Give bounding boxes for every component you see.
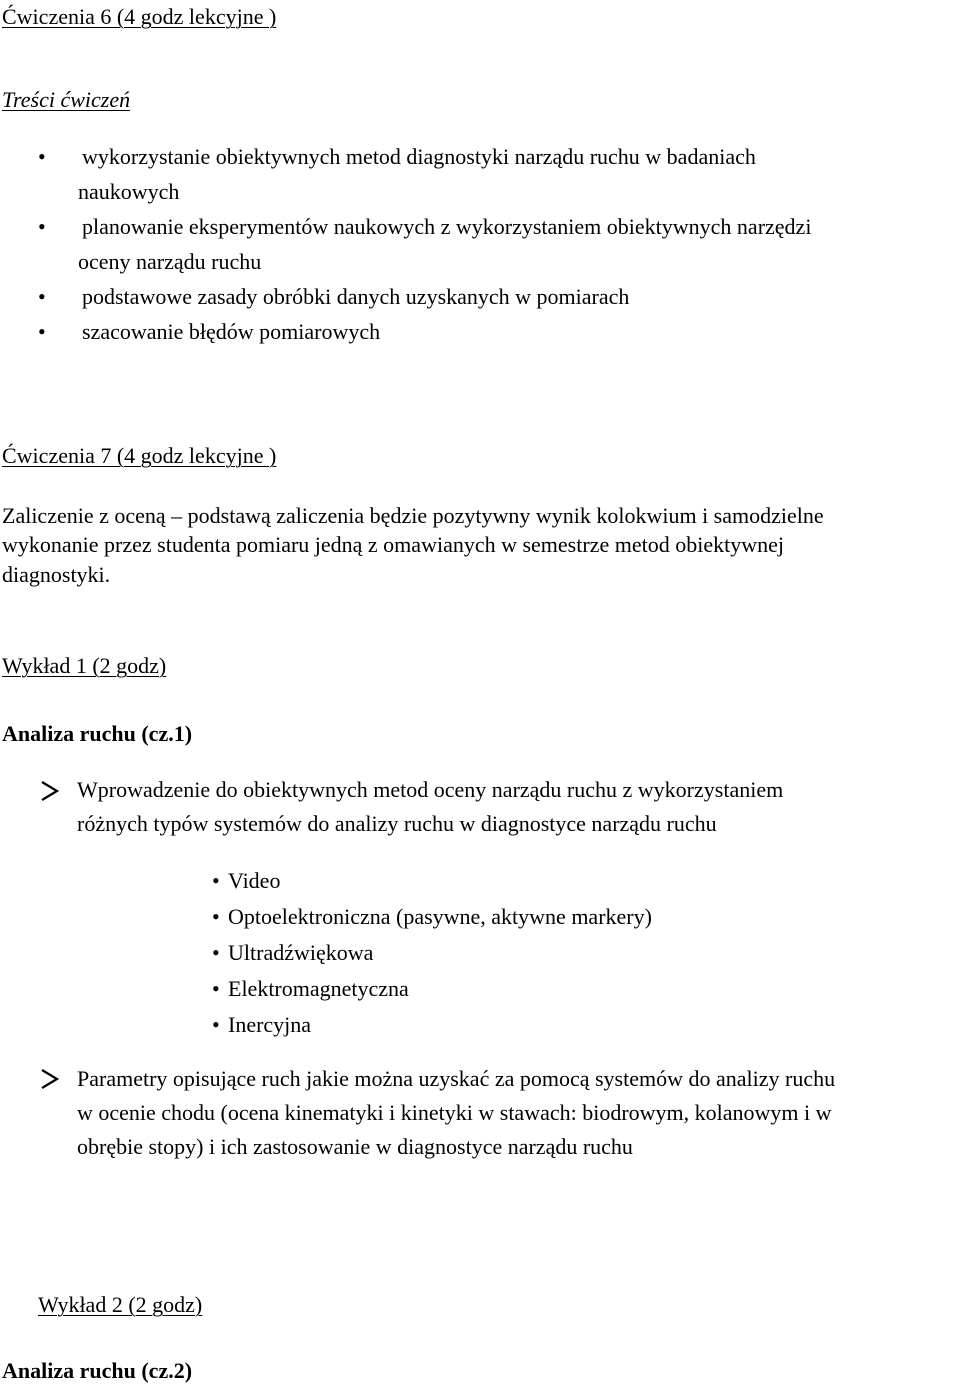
section-6-heading: Ćwiczenia 6 (4 godz lekcyjne ) [2, 4, 277, 29]
bullet-icon: • [212, 904, 220, 929]
lecture-2-topic: Analiza ruchu (cz.2) [2, 1358, 193, 1383]
section-7-heading: Ćwiczenia 7 (4 godz lekcyjne ) [2, 443, 277, 468]
arrow-bullet-icon [40, 780, 60, 802]
list-item-line: oceny narządu ruchu [78, 249, 262, 274]
bullet-icon: • [38, 144, 46, 169]
bullet-icon: • [38, 214, 46, 239]
section-7-paragraph-line: diagnostyki. [2, 562, 111, 587]
bullet-icon: • [38, 319, 46, 344]
section-6-subheading: Treści ćwiczeń [2, 87, 131, 112]
systems-list-item: Optoelektroniczna (pasywne, aktywne markery) [228, 904, 652, 929]
lecture-1-point-1-line: Wprowadzenie do obiektywnych metod oceny narządu ruchu z wykorzystaniem [77, 777, 784, 802]
bullet-icon: • [38, 284, 46, 309]
lecture-2-heading: Wykład 2 (2 godz) [38, 1292, 203, 1317]
bullet-icon: • [212, 940, 220, 965]
arrow-bullet-icon [40, 1068, 60, 1090]
bullet-icon: • [212, 868, 220, 893]
systems-list-item: Video [228, 868, 281, 893]
systems-list-item: Ultradźwiękowa [228, 940, 374, 965]
lecture-1-point-2-line: w ocenie chodu (ocena kinematyki i kinetyki w stawach: biodrowym, kolanowym i w [77, 1100, 832, 1125]
lecture-1-point-2-line: obrębie stopy) i ich zastosowanie w diagnostyce narządu ruchu [77, 1134, 633, 1159]
systems-list-item: Elektromagnetyczna [228, 976, 409, 1001]
list-item-line: planowanie eksperymentów naukowych z wykorzystaniem obiektywnych narzędzi [82, 214, 812, 239]
lecture-1-point-1-line: różnych typów systemów do analizy ruchu w diagnostyce narządu ruchu [77, 811, 717, 836]
section-7-paragraph-line: Zaliczenie z oceną – podstawą zaliczenia będzie pozytywny wynik kolokwium i samodzielne [2, 503, 824, 528]
list-item-line: szacowanie błędów pomiarowych [82, 319, 381, 344]
bullet-icon: • [212, 1012, 220, 1037]
list-item-line: podstawowe zasady obróbki danych uzyskanych w pomiarach [82, 284, 630, 309]
lecture-1-point-2-line: Parametry opisujące ruch jakie można uzyskać za pomocą systemów do analizy ruchu [77, 1066, 836, 1091]
bullet-icon: • [212, 976, 220, 1001]
lecture-1-topic: Analiza ruchu (cz.1) [2, 721, 193, 746]
systems-list-item: Inercyjna [228, 1012, 312, 1037]
list-item-line: naukowych [78, 179, 180, 204]
list-item-line: wykorzystanie obiektywnych metod diagnostyki narządu ruchu w badaniach [82, 144, 756, 169]
lecture-1-heading: Wykład 1 (2 godz) [2, 653, 167, 678]
section-7-paragraph-line: wykonanie przez studenta pomiaru jedną z omawianych w semestrze metod obiektywnej [2, 532, 784, 557]
